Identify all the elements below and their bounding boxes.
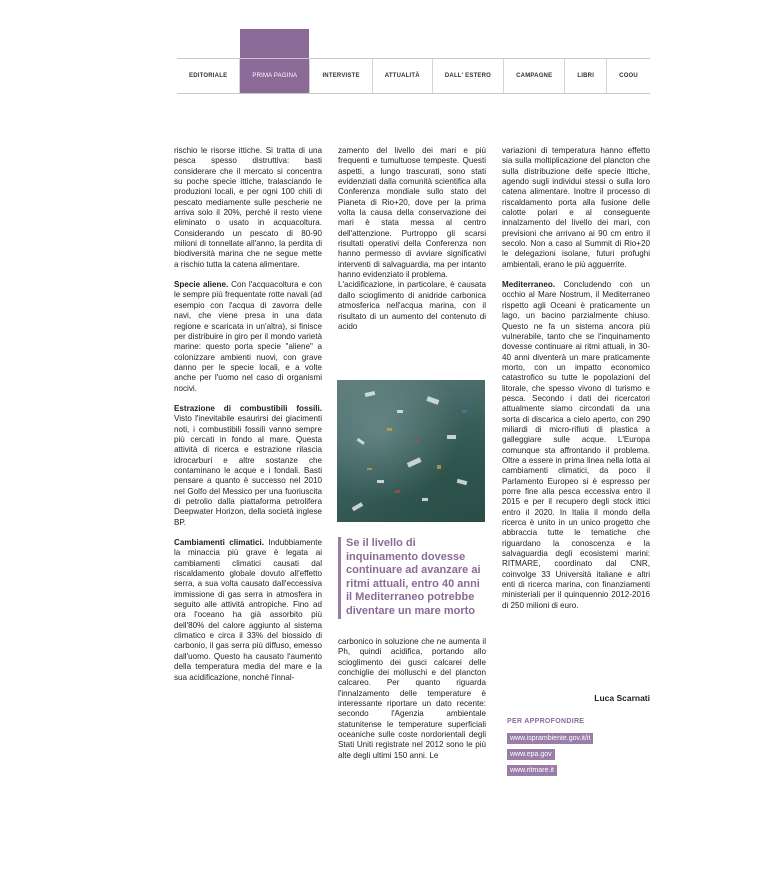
subheading: Mediterraneo. [502, 280, 556, 290]
nav-libri[interactable]: LIBRI [564, 59, 606, 93]
nav-campagne[interactable]: CAMPAGNE [503, 59, 564, 93]
link-ritmare[interactable]: www.ritmare.it [507, 765, 557, 776]
nav-coou[interactable]: COOU [606, 59, 650, 93]
paragraph-text: Visto l'inevitabile esaurirsi dei giacimenti noti, i combustibili fossili vanno sempre più cercati in fondo al mare. Questa attività di ricerca e estrazione rilascia idrocarburi e altre sostanze che contaminano le acque e i fondali. Basti pensare a quanto è successo nel 2010 nel Golfo del Messico per una fuoriuscita di petrolio dalla piattaforma petrolifera Deepwater Horizon, della società inglese BP. [174, 414, 322, 527]
paragraph: L'acidificazione, in particolare, è causata dallo scioglimento di anidride carbonica atmosferica nell'acqua marina, con il risultato di un aumento del contenuto di acido [338, 280, 486, 331]
paragraph-text: Con l'acquacoltura e con le sempre più frequentate rotte navali (ad esempio con l'acqua di zavorra delle navi, che viene presa in una data regione e scaricata in un'altra), si finisce per distribuire in giro per il mondo varietà marine: questo porta specie "aliene" a colonizzare ambienti nuovi, con grave danno per le specie locali, e a volte anche per l'uomo nel caso di organismi nocivi. [174, 280, 322, 393]
nav-dall-estero[interactable]: DALL' ESTERO [432, 59, 503, 93]
paragraph-text: Indubbiamente la minaccia più grave è legata ai cambiamenti climatici causati dal riscaldamento globale dovuto all'effetto serra, a sua volta causato dall'eccessiva immissione di gas serra in atmosfera in seguito alle attività antropiche. Fino ad ora l'oceano ha già assorbito più dell'80% del calore aggiunto al sistema climatico e circa il 33% del biossido di carbonio, il gas serra più diffuso, emesso dall'uomo. Questo ha causato l'aumento della temperatura media del mare e la sua acidificazione, nonché l'innal- [174, 538, 322, 682]
article-column-1 [174, 146, 322, 683]
article-column-3 [502, 146, 650, 611]
paragraph: variazioni di temperatura hanno effetto sia sulla moltiplicazione del plancton che sulla distribuzione delle specie ittiche, agendo sugli individui stessi o sulla loro catena alimentare. Inoltre il processo di riscaldamento porta alla fusione delle calotte polari e al conseguente innalzamento del livello dei mari, con previsioni che arrivano ai 90 cm entro il secolo. Non a caso al Summit di Rio+20 le delegazioni isolane, futuri profughi ambientali, erano le più agguerrite. [502, 146, 650, 269]
pull-quote: Se il livello di inquinamento dovesse continuare ad avanzare ai ritmi attuali, entro 40 anni il Mediterraneo potrebbe diventare un mare morto [338, 537, 486, 619]
link-isprambiente[interactable]: www.isprambiente.gov.it/it [507, 733, 593, 744]
paragraph-cambiamenti [174, 538, 322, 683]
article-column-2 [338, 146, 486, 332]
subheading: Cambiamenti climatici. [174, 538, 264, 548]
paragraph-estrazione [174, 404, 322, 528]
paragraph: rischio le risorse ittiche. Si tratta di una pesca spesso distruttiva: basti considerare che il mercato si concentra su poche specie ittiche, tralasciando le produzioni locali, e per ogni 100 chili di pescato mediamente sulle pescherie ne arriva solo il 20%, perché il resto viene eliminato o usato in acquacoltura. Considerando un pescato di 80-90 milioni di tonnellate all'anno, la perdita di biodiversità marina che ne segue mette a rischio tutta la catena alimentare. [174, 146, 322, 269]
nav-prima-pagina[interactable]: PRIMA PAGINA [239, 59, 309, 93]
section-nav [177, 58, 650, 94]
paragraph: carbonico in soluzione che ne aumenta il Ph, quindi acidifica, portando allo scioglimento dei gusci calcarei delle conchiglie dei molluschi e del plancton calcareo. Per quanto riguarda l'innalzamento delle temperature è interessante riportare un dato recente: secondo l'Agenzia ambientale statunitense le temperature superficiali oceaniche sulle coste nordorientali degli Stati Uniti registrate nel 2012 sono le più alte degli ultimi 150 anni. Le [338, 637, 486, 760]
author-name: Luca Scarnati [594, 693, 650, 703]
subheading: Estrazione di combustibili fossili. [174, 403, 322, 413]
paragraph: zamento del livello dei mari e più frequenti e tumultuose tempeste. Questi aspetti, a lungo trascurati, sono stati evidenziati dalla comunità scientifica alla Conferenza mondiale sullo stato del Pianeta di Rio+20, dove per la prima volta la causa della conservazione dei mari è stata messa al centro dell'attenzione. Purtroppo gli scarsi risultati operativi della Conferenza non hanno permesso di avviare significativi interventi di salvaguardia, ma per intanto hanno evidenziato il problema. [338, 146, 486, 280]
subheading: Specie aliene. [174, 280, 229, 290]
paragraph-specie-aliene [174, 280, 322, 394]
paragraph-mediterraneo [502, 280, 650, 611]
nav-editoriale[interactable]: EDITORIALE [189, 73, 228, 79]
nav-attualita[interactable]: ATTUALITÀ [372, 59, 432, 93]
further-reading-title: PER APPROFONDIRE [507, 718, 585, 725]
paragraph-text: Concludendo con un occhio al Mare Nostrum, il Mediterraneo rispetto agli Oceani è praticamente un lago, un bacino parzialmente chiuso. Questo ne fa un sistema ancora più vulnerabile, tanto che se l'inquinamento dovesse continuare ai ritmi attuali, in 30-40 anni diventerà un mare praticamente morto, con un impatto economico catastrofico su tutte le popolazioni del litorale, che spesso vivono di turismo e pesca. Secondo i dati dei ricercatori attualmente siamo circondati da una sorta di discarica a cielo aperto, con 290 miliardi di micro-rifiuti di plastica a galleggiare sulle acque. L'Europa comunque sta affrontando il problema. Oltre a essere in prima linea nella lotta ai cambiamenti climatici, da poco il Parlamento Europeo si è espresso per porre fine alla pesca eccessiva entro il 2015 e per il recupero degli stock ittici entro il 2020. In Italia il mondo della ricerca è unito in un unico progetto che abbraccia tutte le tematiche che riguardano la conoscenza e la salvaguardia degli ecosistemi marini: RITMARE, coordinato dal CNR, coinvolge 33 Università italiane e altri enti di ricerca marina, con finanziamenti ministeriali per il quinquennio 2012-2016 di 250 milioni di euro. [502, 280, 650, 610]
nav-interviste[interactable]: INTERVISTE [309, 59, 371, 93]
sea-plastic-photo [337, 380, 485, 522]
link-epa[interactable]: www.epa.gov [507, 749, 555, 760]
article-column-2-continued [338, 637, 486, 761]
